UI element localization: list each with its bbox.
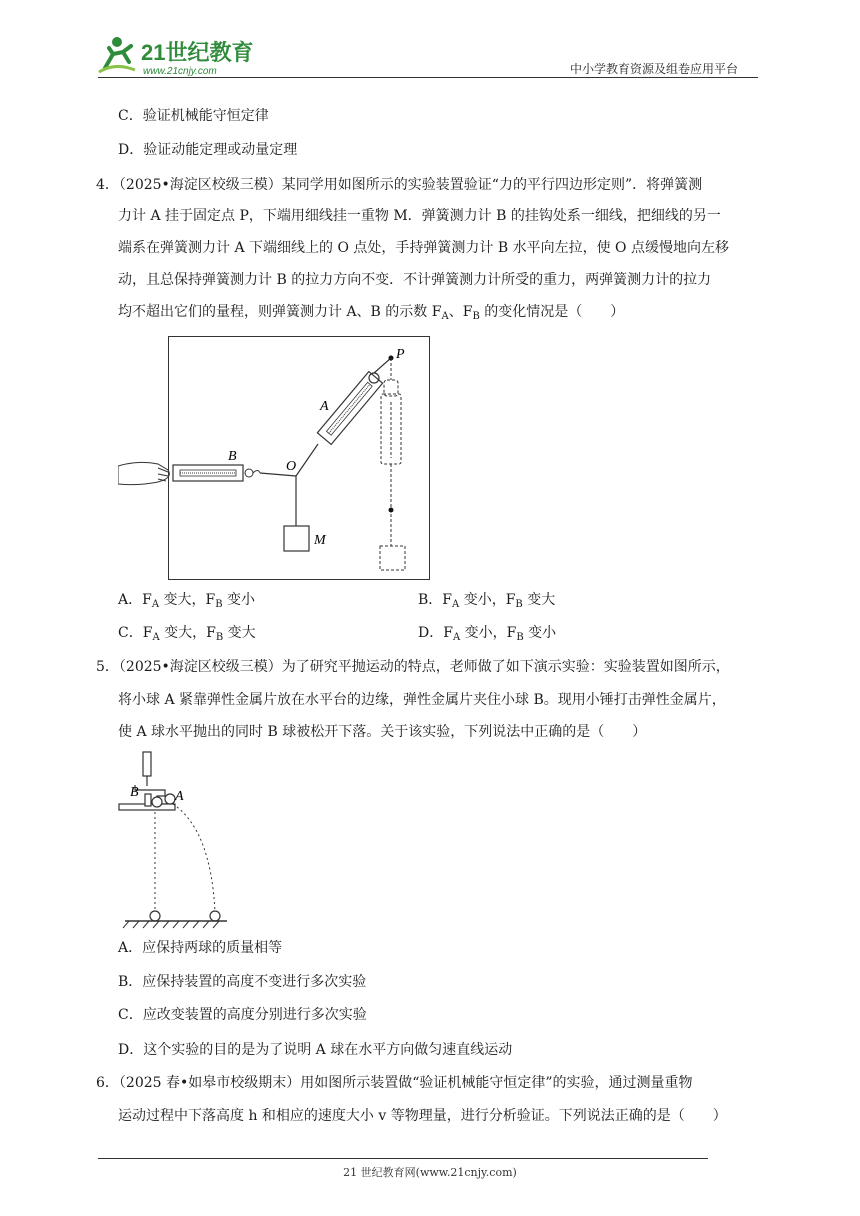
label-b: B [130,785,139,800]
q5-stem-line-3: 使 A 球水平抛出的同时 B 球被松开下落。关于该实验，下列说法中正确的是（ ） [118,724,647,740]
label-a: A [175,789,184,804]
q6-stem-line-2: 运动过程中下落高度 h 和相应的速度大小 v 等物理量，进行分析验证。下列说法正确的是（ ） [118,1108,727,1124]
q4-spring-balance-figure [118,336,438,586]
q4-stem-line-3: 端系在弹簧测力计 A 下端细线上的 O 点处，手持弹簧测力计 B 水平向左拉，使 O 点缓慢地向左移 [118,240,729,256]
q4-stem-line-2: 力计 A 挂于固定点 P，下端用细线挂一重物 M．弹簧测力计 B 的挂钩处系一细线，把细线的另一 [118,208,721,224]
q5-option-c: C．应改变装置的高度分别进行多次实验 [118,1007,367,1023]
q4-stem-line-4: 动，且总保持弹簧测力计 B 的拉力方向不变．不计弹簧测力计所受的重力，两弹簧测力计的拉力 [118,272,712,288]
q4-option-d: D．$F_A$ 变小，$F_B$ 变小 [418,625,557,643]
q5-stem-line-2: 将小球 A 紧靠弹性金属片放在水平台的边缘，弹性金属片夹住小球 B。现用小锤打击弹性金属片， [118,692,726,708]
q4-option-b: B．$F_A$ 变小，$F_B$ 变大 [418,592,556,610]
q3-option-d: D．验证动能定理或动量定理 [118,142,298,158]
q5-option-a: A．应保持两球的质量相等 [118,940,283,956]
weight-m [284,526,309,551]
initial-position-dashed [380,358,405,570]
q5-stem-line-1: 5．（2025•海淀区校级三模）为了研究平抛运动的特点，老师做了如下演示实验：实验装置如图所示， [96,659,730,675]
hand-icon [118,462,169,484]
hammer-icon [143,752,151,776]
ball-b [152,797,162,807]
q4-stem-line-1: 4．（2025•海淀区校级三模）某同学用如图所示的实验装置验证“力的平行四边形定则”．将弹簧测 [96,177,703,193]
q5-projectile-figure [115,750,235,930]
spring-balance-b [173,465,260,481]
q6-stem-line-1: 6．（2025 春•如皋市校级期末）用如图所示装置做“验证机械能守恒定律”的实验，通过测量重物 [96,1075,693,1091]
logo-url: www.21cnjy.com [143,66,217,77]
q5-option-d: D．这个实验的目的是为了说明 A 球在水平方向做匀速直线运动 [118,1042,513,1058]
label-p: P [396,347,405,362]
q4-stem-line-5: 均不超出它们的量程，则弹簧测力计 A、B 的示数 $F_A$、$F_B$ 的变化情况是（ ） [118,304,625,322]
label-a: A [320,399,329,414]
logo-text: 21世纪教育 [141,40,254,65]
header-tagline: 中小学教育资源及组卷应用平台 [570,62,739,76]
ball-a [165,794,175,804]
symbol-fa: $F_A$、$F_B$ [431,304,480,322]
footer-divider [98,1158,708,1159]
label-b: B [228,449,237,464]
header-divider [98,77,758,78]
label-m: M [314,533,326,548]
q3-option-c: C．验证机械能守恒定律 [118,108,269,124]
q5-option-b: B．应保持装置的高度不变进行多次实验 [118,974,367,990]
q4-option-a: A．$F_A$ 变大，$F_B$ 变小 [118,592,256,610]
q4-option-c: C．$F_A$ 变大，$F_B$ 变大 [118,625,256,643]
site-logo [95,32,265,82]
runner-logo-icon [99,37,135,72]
label-o: O [286,459,297,474]
footer-text[interactable]: 21 世纪教育网(www.21cnjy.com) [343,1166,517,1179]
